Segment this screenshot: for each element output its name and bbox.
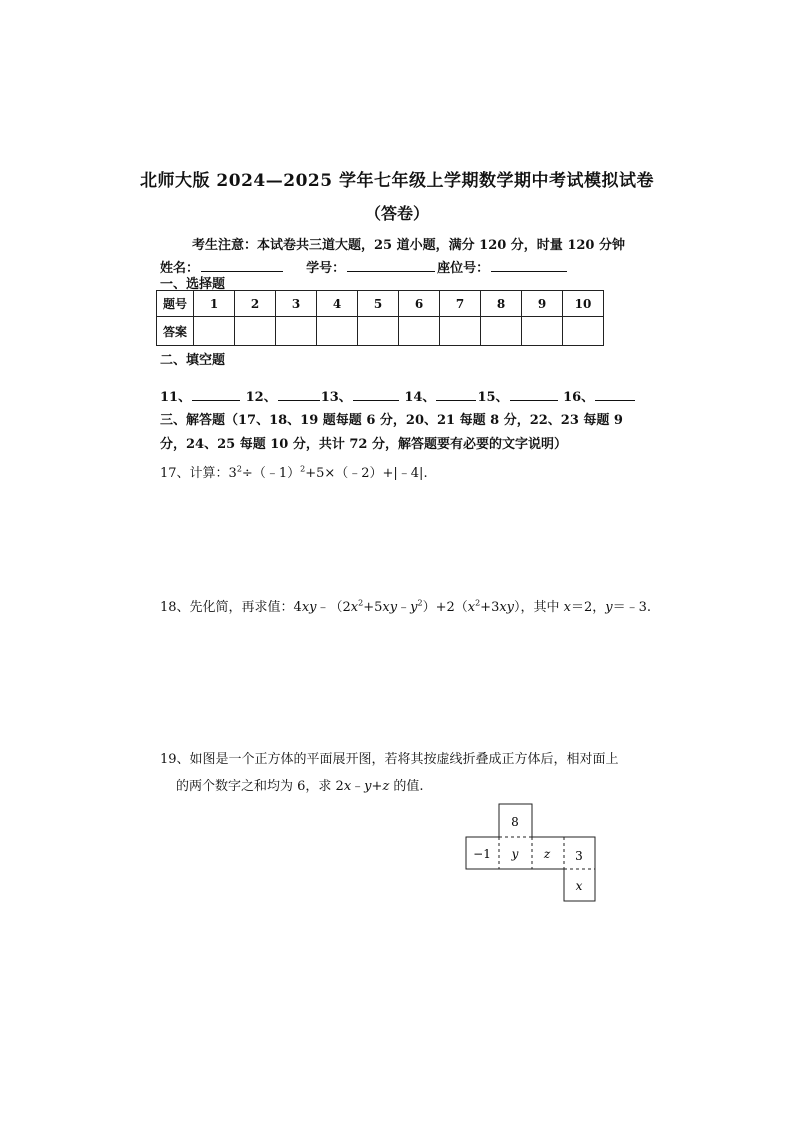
fill-item-label: 16、 [563, 390, 595, 405]
question-number: 9 [522, 291, 563, 317]
q18-text: ﹣（2 [316, 600, 351, 615]
question-number: 6 [399, 291, 440, 317]
cube-net-figure [465, 803, 600, 905]
answer-table-number-row [157, 291, 604, 317]
q18-text: ﹣ [397, 600, 411, 615]
fill-blank[interactable] [595, 389, 635, 401]
q18-var: x [350, 600, 359, 615]
q19-text: + [371, 779, 383, 794]
fill-blank[interactable] [192, 389, 240, 401]
fill-blank-line [160, 386, 636, 405]
q17-text: 17、计算：3 [160, 466, 237, 481]
section1-heading: 一、选择题 [160, 277, 226, 292]
face-bottom: x [575, 879, 583, 893]
q17-text: +5×（﹣2）+|﹣4|. [305, 466, 428, 481]
face-right: 3 [575, 849, 583, 863]
answer-cell[interactable] [235, 317, 276, 346]
row-head-number: 题号 [157, 291, 194, 317]
question-number: 10 [563, 291, 604, 317]
student-no-label: 学号： [306, 261, 346, 276]
answer-cell[interactable] [276, 317, 317, 346]
answer-cell[interactable] [440, 317, 481, 346]
answer-cell[interactable] [317, 317, 358, 346]
q18-text: ＝﹣3. [612, 600, 652, 615]
student-no-blank[interactable] [347, 259, 435, 272]
exam-notice: 考生注意：本试卷共三道大题，25 道小题，满分 120 分，时量 120 分钟 [192, 238, 625, 253]
q18-text: +5 [363, 600, 383, 615]
answer-table-answer-row [157, 317, 604, 346]
exam-subtitle: （答卷） [364, 204, 429, 223]
q19-text: 的两个数字之和均为 6，求 2 [176, 779, 344, 794]
q18-var: xy [499, 600, 515, 615]
q18-text: 18、先化简，再求值：4 [160, 600, 302, 615]
question-18 [160, 596, 651, 615]
question-number: 8 [481, 291, 522, 317]
fill-item-label: 15、 [477, 390, 509, 405]
question-17 [160, 462, 428, 481]
question-number: 2 [235, 291, 276, 317]
q18-text: ）+2（ [422, 600, 468, 615]
q18-var: xy [382, 600, 398, 615]
answer-cell[interactable] [399, 317, 440, 346]
question-19-line2 [176, 775, 424, 794]
question-number: 7 [440, 291, 481, 317]
q19-var: z [382, 779, 390, 794]
answer-cell[interactable] [358, 317, 399, 346]
section2-heading: 二、填空题 [160, 353, 226, 368]
fill-item-label: 12、 [245, 390, 277, 405]
q18-exponent: 2 [417, 598, 423, 608]
face-top: 8 [511, 815, 519, 829]
name-label: 姓名： [160, 261, 200, 276]
face-center: y [511, 847, 519, 861]
face-left: −1 [473, 847, 491, 861]
answer-table [156, 290, 604, 346]
face-right-mid: z [543, 847, 551, 861]
q18-text: +3 [480, 600, 500, 615]
fill-item-label: 14、 [404, 390, 436, 405]
seat-blank[interactable] [491, 259, 567, 272]
fill-blank[interactable] [436, 389, 476, 401]
q18-var: y [605, 600, 613, 615]
q19-var: x [343, 779, 352, 794]
question-19-line1: 19、如图是一个正方体的平面展开图，若将其按虚线折叠成正方体后，相对面上 [160, 752, 619, 767]
q18-var: y [410, 600, 418, 615]
fill-item-label: 11、 [160, 390, 192, 405]
q19-text: ﹣ [351, 779, 365, 794]
q18-var: xy [301, 600, 317, 615]
row-head-answer: 答案 [157, 317, 194, 346]
question-number: 3 [276, 291, 317, 317]
q18-exponent: 2 [358, 598, 364, 608]
q17-exponent: 2 [236, 464, 242, 474]
q17-text: ÷（﹣1） [241, 466, 301, 481]
answer-cell[interactable] [194, 317, 235, 346]
q17-exponent: 2 [300, 464, 306, 474]
fill-blank[interactable] [510, 389, 558, 401]
seat-label: 座位号： [437, 261, 490, 276]
fill-blank[interactable] [353, 389, 399, 401]
answer-cell[interactable] [481, 317, 522, 346]
q18-var: x [467, 600, 476, 615]
question-number: 5 [358, 291, 399, 317]
name-blank[interactable] [201, 259, 283, 272]
q19-var: y [364, 779, 372, 794]
fill-blank[interactable] [278, 389, 320, 401]
question-number: 1 [194, 291, 235, 317]
answer-cell[interactable] [563, 317, 604, 346]
q19-text: 的值. [389, 779, 424, 794]
answer-cell[interactable] [522, 317, 563, 346]
exam-title: 北师大版 2024—2025 学年七年级上学期数学期中考试模拟试卷 [140, 171, 654, 191]
q18-text: ），其中 [514, 600, 564, 615]
section3-heading: 三、解答题（17、18、19 题每题 6 分，20、21 每题 8 分，22、23 每题 9 分，24、25 每题 10 分，共计 72 分，解答题要有必要的文字说明） [160, 413, 623, 452]
q18-text: ＝2， [571, 600, 606, 615]
fill-item-label: 13、 [320, 390, 352, 405]
question-number: 4 [317, 291, 358, 317]
q18-var: x [563, 600, 572, 615]
q18-exponent: 2 [475, 598, 481, 608]
